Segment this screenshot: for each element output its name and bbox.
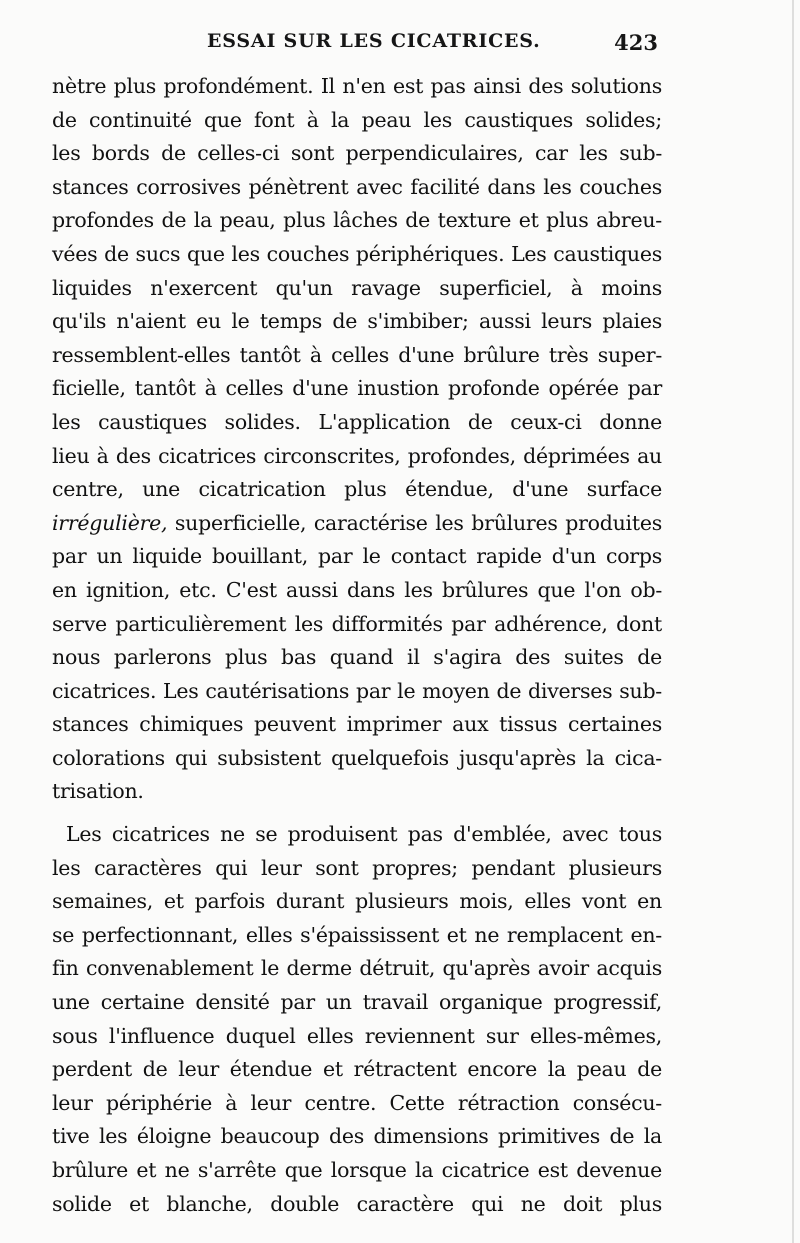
text-line: nètre plus profondément. Il n'en est pas ainsi des solutions: [52, 74, 662, 98]
text-line: sous l'influence duquel elles reviennent sur elles-mêmes,: [52, 1023, 662, 1048]
paragraph-1: [52, 70, 662, 809]
text-line: perdent de leur étendue et rétractent encore la peau de: [52, 1057, 662, 1082]
text-line: trisation.: [52, 779, 144, 804]
text-line: serve particulièrement les difformités par adhérence, dont: [52, 611, 662, 636]
text-line: nous parlerons plus bas quand il s'agira des suites de: [52, 645, 662, 670]
running-head: ESSAI SUR LES CICATRICES.: [207, 30, 541, 52]
text-line: leur périphérie à leur centre. Cette rétraction consécu-: [52, 1090, 662, 1115]
text-line: tive les éloigne beaucoup des dimensions primitives de la: [52, 1124, 662, 1149]
paragraph-2: [52, 818, 662, 1221]
italic-term: irrégulière,: [52, 510, 168, 535]
text-line: liquides n'exercent qu'un ravage superficiel, à moins: [52, 275, 662, 300]
text-line: profondes de la peau, plus lâches de texture et plus abreu-: [52, 208, 662, 233]
text-line: vées de sucs que les couches périphériques. Les caustiques: [52, 241, 662, 266]
text-line: les caractères qui leur sont propres; pendant plusieurs: [52, 855, 662, 880]
text-line: cicatrices. Les cautérisations par le moyen de diverses sub-: [52, 678, 662, 703]
text-line: les bords de celles-ci sont perpendiculaires, car les sub-: [52, 141, 662, 166]
text-line: semaines, et parfois durant plusieurs mois, elles vont en: [52, 889, 662, 914]
text-line: fin convenablement le derme détruit, qu'après avoir acquis: [52, 956, 662, 981]
text-line: Les cicatrices ne se produisent pas d'emblée, avec tous: [66, 822, 662, 847]
text-line: les caustiques solides. L'application de ceux-ci donne: [52, 409, 662, 434]
text-line-with-italic: [52, 507, 662, 541]
text-line: stances chimiques peuvent imprimer aux tissus certaines: [52, 712, 662, 737]
text-line: une certaine densité par un travail organique progressif,: [52, 990, 662, 1015]
paragraph-gap: [52, 809, 662, 818]
page-header: [52, 30, 662, 60]
text-line: solide et blanche, double caractère qui ne doit plus: [52, 1191, 662, 1216]
text-line: centre, une cicatrication plus étendue, d'une surface: [52, 477, 662, 502]
text-line: brûlure et ne s'arrête que lorsque la cicatrice est devenue: [52, 1158, 662, 1182]
text-line: ficielle, tantôt à celles d'une inustion profonde opérée par: [52, 376, 662, 401]
text-line: de continuité que font à la peau les caustiques solides;: [52, 107, 662, 132]
page-number: 423: [614, 30, 658, 55]
text-line: par un liquide bouillant, par le contact rapide d'un corps: [52, 544, 662, 569]
text-line: ressemblent-elles tantôt à celles d'une brûlure très super-: [52, 342, 662, 367]
text-line: lieu à des cicatrices circonscrites, profondes, déprimées au: [52, 443, 662, 468]
text-line: qu'ils n'aient eu le temps de s'imbiber; aussi leurs plaies: [52, 309, 662, 334]
page-edge-shadow: [792, 0, 794, 1243]
text-line: en ignition, etc. C'est aussi dans les brûlures que l'on ob-: [52, 577, 662, 602]
body-text: [52, 70, 662, 1221]
text-fragment: superficielle, caractérise les brûlures produites: [167, 510, 662, 535]
text-line: stances corrosives pénètrent avec facilité dans les couches: [52, 174, 662, 199]
text-line: se perfectionnant, elles s'épaississent et ne remplacent en-: [52, 922, 662, 947]
text-line: colorations qui subsistent quelquefois jusqu'après la cica-: [52, 745, 662, 770]
